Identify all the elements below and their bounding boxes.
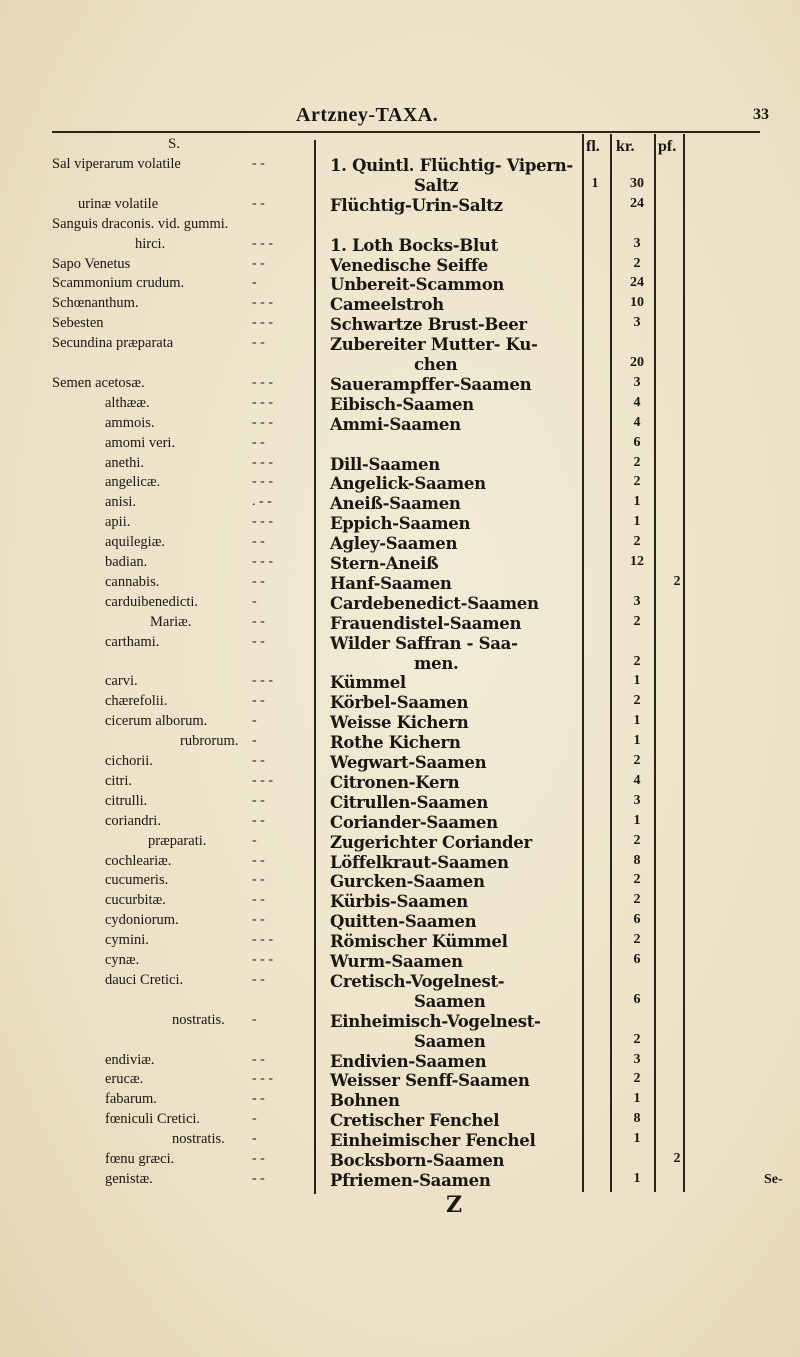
latin-name: anethi. (105, 455, 145, 471)
table-row (0, 355, 800, 375)
price-kr: 8 (633, 853, 641, 868)
price-kr: 4 (633, 773, 641, 788)
table-row (0, 514, 800, 534)
table-row (0, 156, 800, 176)
german-name: 1. Quintl. Flüchtig- Vipern- (330, 156, 573, 175)
leader-dashes: - - (252, 972, 265, 987)
german-name: Saltz (414, 176, 459, 195)
latin-name: cannabis. (105, 574, 160, 590)
leader-dashes: - - - (252, 952, 273, 967)
table-row (0, 534, 800, 554)
german-name: Hanf-Saamen (330, 574, 452, 593)
price-kr: 1 (633, 1091, 641, 1106)
latin-name: Mariæ. (150, 614, 192, 630)
table-row (0, 256, 800, 276)
price-kr: 1 (633, 494, 641, 509)
table-row (0, 1071, 800, 1091)
price-kr: 24 (630, 275, 644, 290)
leader-dashes: - - (252, 813, 265, 828)
leader-dashes: - - (252, 435, 265, 450)
price-kr: 12 (630, 554, 644, 569)
table-row (0, 972, 800, 992)
price-kr: 2 (633, 256, 641, 271)
german-name: Weisse Kichern (330, 713, 469, 732)
german-name: Venedische Seiffe (330, 256, 488, 275)
latin-name: chærefolii. (105, 693, 168, 709)
table-row (0, 216, 800, 236)
price-kr: 1 (633, 733, 641, 748)
price-kr: 3 (633, 236, 641, 251)
german-name: Sauerampffer-Saamen (330, 375, 532, 394)
leader-dashes: - - - (252, 514, 273, 529)
table-row (0, 932, 800, 952)
table-row (0, 793, 800, 813)
leader-dashes: - - (252, 534, 265, 549)
table-row (0, 733, 800, 753)
price-kr: 2 (633, 872, 641, 887)
latin-name: Sal viperarum volatile (52, 156, 181, 172)
german-name: Cameelstroh (330, 295, 444, 314)
leader-dashes: - - (252, 256, 265, 271)
price-kr: 2 (633, 892, 641, 907)
table-row (0, 295, 800, 315)
leader-dashes: - - (252, 1091, 265, 1106)
german-name: Agley-Saamen (330, 534, 458, 553)
latin-name: angelicæ. (105, 474, 161, 490)
page-header (0, 100, 800, 130)
latin-name: fabarum. (105, 1091, 157, 1107)
german-name: chen (414, 355, 458, 374)
german-name: Zubereiter Mutter- Ku- (330, 335, 538, 354)
latin-name: amomi veri. (105, 435, 176, 451)
table-row (0, 474, 800, 494)
price-fl: 1 (591, 176, 599, 191)
latin-name: fœniculi Cretici. (105, 1111, 201, 1127)
german-name: Citronen-Kern (330, 773, 460, 792)
table-row (0, 455, 800, 475)
table-row (0, 494, 800, 514)
table-row (0, 1052, 800, 1072)
latin-name: cymini. (105, 932, 149, 948)
leader-dashes: - - (252, 196, 265, 211)
page-number: 33 (753, 106, 769, 123)
leader-dashes: - - (252, 892, 265, 907)
latin-name: badian. (105, 554, 148, 570)
table-row (0, 196, 800, 216)
german-name: Cretisch-Vogelnest- (330, 972, 505, 991)
latin-name: cichorii. (105, 753, 153, 769)
latin-name: carthami. (105, 634, 160, 650)
price-kr: 2 (633, 614, 641, 629)
leader-dashes: - - (252, 753, 265, 768)
table-row (0, 654, 800, 674)
table-row (0, 673, 800, 693)
price-kr: 1 (633, 713, 641, 728)
german-name: Unbereit-Scammon (330, 275, 505, 294)
leader-dashes: - - - (252, 773, 273, 788)
table-row (0, 554, 800, 574)
latin-name: althææ. (105, 395, 150, 411)
table-row (0, 236, 800, 256)
price-kr: 2 (633, 1071, 641, 1086)
leader-dashes: - - (252, 1171, 265, 1186)
leader-dashes: - - - (252, 932, 273, 947)
leader-dashes: - - - (252, 455, 273, 470)
leader-dashes: - - (252, 634, 265, 649)
german-name: Angelick-Saamen (330, 474, 486, 493)
latin-name: citrulli. (105, 793, 148, 809)
latin-name: urinæ volatile (78, 196, 159, 212)
german-name: Stern-Aneiß (330, 554, 439, 573)
german-name: Flüchtig-Urin-Saltz (330, 196, 503, 215)
price-kr: 3 (633, 594, 641, 609)
latin-name: carduibenedicti. (105, 594, 198, 610)
german-name: Kümmel (330, 673, 406, 692)
table-row (0, 1032, 800, 1052)
leader-dashes: - - (252, 614, 265, 629)
latin-name: Secundina præparata (52, 335, 174, 351)
latin-name: nostratis. (172, 1131, 225, 1147)
german-name: Kürbis-Saamen (330, 892, 468, 911)
table-row (0, 912, 800, 932)
german-name: Bohnen (330, 1091, 400, 1110)
german-name: Saamen (414, 1032, 486, 1051)
price-kr: 2 (633, 1032, 641, 1047)
leader-dashes: - - (252, 1052, 265, 1067)
leader-dashes: - - - (252, 1071, 273, 1086)
latin-name: fœnu græci. (105, 1151, 175, 1167)
german-name: 1. Loth Bocks-Blut (330, 236, 498, 255)
leader-dashes: - (252, 275, 257, 290)
price-kr: 6 (633, 435, 641, 450)
german-name: Zugerichter Coriander (330, 833, 532, 852)
table-row (0, 1151, 800, 1171)
price-kr: 10 (630, 295, 644, 310)
price-kr: 2 (633, 455, 641, 470)
latin-name: hirci. (135, 236, 166, 252)
table-row (0, 176, 800, 196)
leader-dashes: - - - (252, 673, 273, 688)
price-kr: 8 (633, 1111, 641, 1126)
price-kr: 24 (630, 196, 644, 211)
table-row (0, 335, 800, 355)
german-name: Dill-Saamen (330, 455, 440, 474)
german-name: Einheimisch-Vogelnest- (330, 1012, 541, 1031)
price-kr: 2 (633, 932, 641, 947)
price-kr: 2 (633, 474, 641, 489)
latin-name: cucumeris. (105, 872, 169, 888)
header-rule (52, 131, 760, 133)
price-kr: 6 (633, 992, 641, 1007)
table-row (0, 375, 800, 395)
leader-dashes: - - (252, 574, 265, 589)
table-row (0, 952, 800, 972)
latin-name: cynæ. (105, 952, 140, 968)
german-name: Frauendistel-Saamen (330, 614, 522, 633)
price-kr: 1 (633, 813, 641, 828)
table-row (0, 892, 800, 912)
price-kr: 20 (630, 355, 644, 370)
german-name: Wegwart-Saamen (330, 753, 487, 772)
leader-dashes: . - - (252, 494, 272, 509)
table-row (0, 435, 800, 455)
table-row (0, 992, 800, 1012)
latin-name: Sanguis draconis. vid. gummi. (52, 216, 229, 232)
table-row (0, 395, 800, 415)
column-header-fl: fl. (586, 138, 600, 155)
latin-name: cydoniorum. (105, 912, 179, 928)
table-row (0, 594, 800, 614)
leader-dashes: - (252, 733, 257, 748)
leader-dashes: - - (252, 1151, 265, 1166)
latin-name: endiviæ. (105, 1052, 155, 1068)
latin-name: cucurbitæ. (105, 892, 166, 908)
leader-dashes: - - - (252, 295, 273, 310)
german-name: Römischer Kümmel (330, 932, 508, 951)
price-kr: 1 (633, 514, 641, 529)
leader-dashes: - - (252, 693, 265, 708)
leader-dashes: - (252, 1111, 257, 1126)
german-name: Einheimischer Fenchel (330, 1131, 536, 1150)
price-kr: 4 (633, 395, 641, 410)
german-name: Wurm-Saamen (330, 952, 463, 971)
latin-name: Sebesten (52, 315, 104, 331)
page-title: Artzney-TAXA. (296, 104, 439, 126)
german-name: Endivien-Saamen (330, 1052, 487, 1071)
latin-name: carvi. (105, 673, 138, 689)
price-kr: 1 (633, 673, 641, 688)
latin-name: Semen acetosæ. (52, 375, 145, 391)
price-kr: 2 (633, 753, 641, 768)
leader-dashes: - - - (252, 554, 273, 569)
column-header-pf: pf. (658, 138, 677, 155)
leader-dashes: - - (252, 912, 265, 927)
german-name: Löffelkraut-Saamen (330, 853, 509, 872)
price-kr: 1 (633, 1171, 641, 1186)
latin-name: nostratis. (172, 1012, 225, 1028)
table-row (0, 853, 800, 873)
latin-name: Schœnanthum. (52, 295, 139, 311)
german-name: Gurcken-Saamen (330, 872, 485, 891)
table-row (0, 833, 800, 853)
german-name: Aneiß-Saamen (330, 494, 461, 513)
leader-dashes: - - - (252, 474, 273, 489)
price-kr: 3 (633, 793, 641, 808)
price-kr: 2 (633, 534, 641, 549)
german-name: Rothe Kichern (330, 733, 461, 752)
leader-dashes: - - (252, 853, 265, 868)
price-kr: 4 (633, 415, 641, 430)
price-kr: 6 (633, 912, 641, 927)
leader-dashes: - - - (252, 395, 273, 410)
table-row (0, 1111, 800, 1131)
price-pf: 2 (673, 574, 681, 589)
leader-dashes: - (252, 594, 257, 609)
price-kr: 30 (630, 176, 644, 191)
german-name: Eppich-Saamen (330, 514, 471, 533)
table-row (0, 634, 800, 654)
table-row (0, 1012, 800, 1032)
german-name: Bocksborn-Saamen (330, 1151, 505, 1170)
leader-dashes: - - (252, 872, 265, 887)
latin-name: apii. (105, 514, 131, 530)
german-name: men. (414, 654, 459, 673)
latin-name: aquilegiæ. (105, 534, 166, 550)
german-name: Quitten-Saamen (330, 912, 477, 931)
german-name: Saamen (414, 992, 486, 1011)
german-name: Wilder Saffran - Saa- (330, 634, 518, 653)
table-row (0, 773, 800, 793)
price-kr: 3 (633, 1052, 641, 1067)
table-row (0, 275, 800, 295)
latin-name: Scammonium crudum. (52, 275, 185, 291)
table-row (0, 1131, 800, 1151)
table-row (0, 574, 800, 594)
table-row (0, 315, 800, 335)
price-kr: 3 (633, 315, 641, 330)
price-kr: 2 (633, 654, 641, 669)
leader-dashes: - - - (252, 315, 273, 330)
price-kr: 2 (633, 693, 641, 708)
table-row (0, 1091, 800, 1111)
price-kr: 2 (633, 833, 641, 848)
latin-name: rubrorum. (180, 733, 239, 749)
table-row (0, 693, 800, 713)
german-name: Körbel-Saamen (330, 693, 469, 712)
leader-dashes: - (252, 713, 257, 728)
leader-dashes: - - - (252, 236, 273, 251)
latin-name: genistæ. (105, 1171, 153, 1187)
leader-dashes: - (252, 833, 257, 848)
latin-name: cochleariæ. (105, 853, 172, 869)
latin-name: erucæ. (105, 1071, 144, 1087)
latin-name: dauci Cretici. (105, 972, 184, 988)
section-letter: S. (168, 136, 181, 152)
table-row (0, 872, 800, 892)
leader-dashes: - - (252, 156, 265, 171)
leader-dashes: - - - (252, 415, 273, 430)
table-row (0, 1171, 800, 1191)
table-row (0, 813, 800, 833)
german-name: Coriander-Saamen (330, 813, 498, 832)
table-row (0, 753, 800, 773)
latin-name: ammois. (105, 415, 155, 431)
catchword: Se- (764, 1172, 783, 1187)
latin-name: coriandri. (105, 813, 161, 829)
leader-dashes: - - (252, 335, 265, 350)
price-kr: 6 (633, 952, 641, 967)
table-row (0, 415, 800, 435)
latin-name: citri. (105, 773, 132, 789)
latin-name: præparati. (148, 833, 207, 849)
price-pf: 2 (673, 1151, 681, 1166)
signature-mark: Z (446, 1192, 463, 1218)
german-name: Ammi-Saamen (330, 415, 461, 434)
table-row (0, 713, 800, 733)
german-name: Pfriemen-Saamen (330, 1171, 491, 1190)
table-row (0, 614, 800, 634)
leader-dashes: - - (252, 793, 265, 808)
latin-name: cicerum alborum. (105, 713, 208, 729)
latin-name: anisi. (105, 494, 137, 510)
german-name: Cardebenedict-Saamen (330, 594, 539, 613)
german-name: Weisser Senff-Saamen (330, 1071, 530, 1090)
price-kr: 1 (633, 1131, 641, 1146)
german-name: Schwartze Brust-Beer (330, 315, 527, 334)
leader-dashes: - (252, 1131, 257, 1146)
leader-dashes: - (252, 1012, 257, 1027)
column-header-kr: kr. (616, 138, 635, 155)
leader-dashes: - - - (252, 375, 273, 390)
price-kr: 3 (633, 375, 641, 390)
german-name: Eibisch-Saamen (330, 395, 474, 414)
latin-name: Sapo Venetus (52, 256, 131, 272)
german-name: Citrullen-Saamen (330, 793, 489, 812)
german-name: Cretischer Fenchel (330, 1111, 500, 1130)
